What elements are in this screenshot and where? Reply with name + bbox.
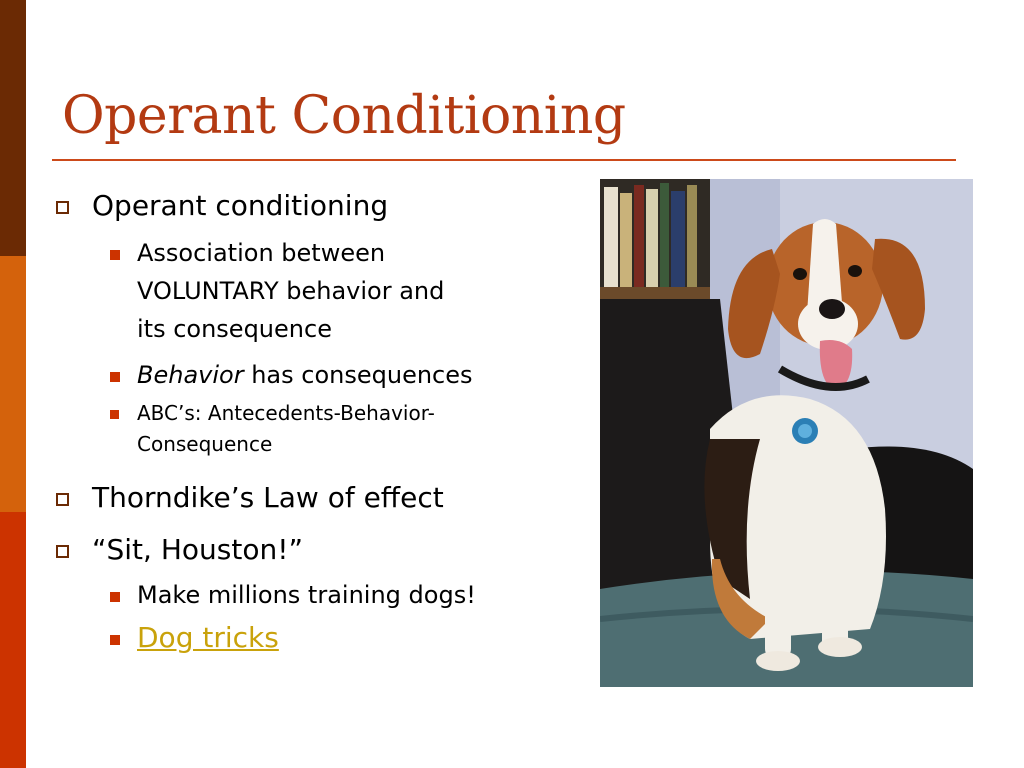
bullet-thorndike: Thorndike’s Law of effect [56, 480, 586, 516]
square-bullet-icon [110, 592, 120, 602]
hollow-square-bullet-icon [56, 545, 69, 558]
sub-bullet-abc: ABC’s: Antecedents-Behavior- Consequence [56, 398, 586, 460]
side-bar-dark-segment [0, 0, 26, 256]
side-bar-orange-segment [0, 256, 26, 512]
square-bullet-icon [110, 250, 120, 260]
bullet-sit-houston: “Sit, Houston!” [56, 532, 586, 568]
title-divider [52, 159, 956, 161]
hollow-square-bullet-icon [56, 201, 69, 214]
square-bullet-icon [110, 372, 120, 382]
square-bullet-icon [110, 410, 119, 419]
side-bar-red-segment [0, 512, 26, 768]
hollow-square-bullet-icon [56, 493, 69, 506]
bullet-list [56, 188, 586, 660]
sub-bullet-behavior-consequences: Behavior has consequences [56, 356, 586, 394]
bullet-operant-conditioning: Operant conditioning [56, 188, 586, 224]
beagle-photo [600, 179, 973, 687]
sub-bullet-dog-tricks [56, 616, 586, 660]
decorative-side-bar [0, 0, 26, 768]
square-bullet-icon [110, 635, 120, 645]
slide-title: Operant Conditioning [62, 86, 626, 146]
dog-tricks-link[interactable]: Dog tricks [137, 621, 279, 654]
sub-bullet-association: Association between VOLUNTARY behavior and its consequence [56, 234, 586, 348]
sub-bullet-make-millions: Make millions training dogs! [56, 576, 586, 614]
